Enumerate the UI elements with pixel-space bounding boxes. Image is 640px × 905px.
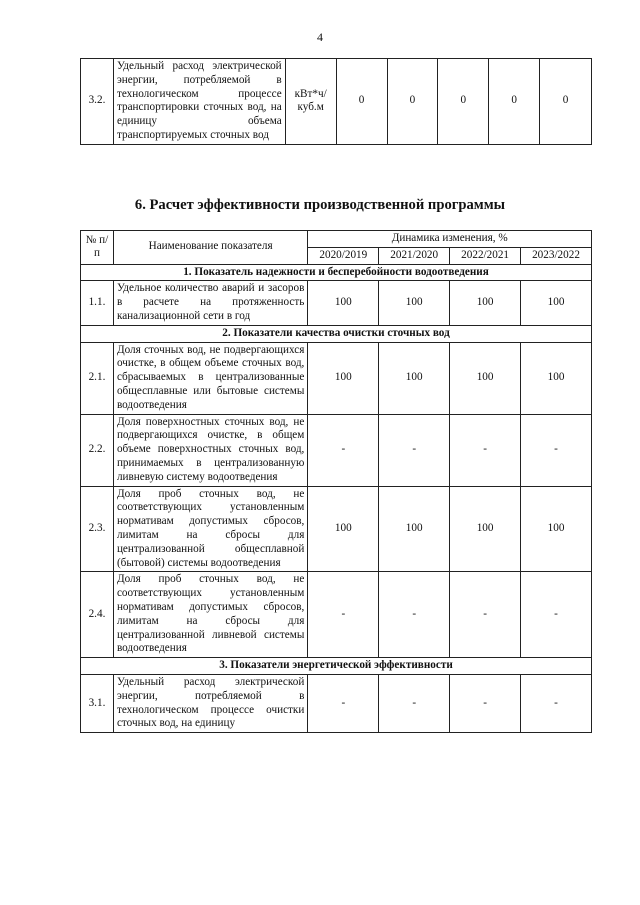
header-name: Наименование показателя bbox=[113, 231, 307, 265]
table-header-row bbox=[81, 231, 592, 248]
value-cell: 100 bbox=[379, 342, 450, 414]
row-number: 3.2. bbox=[81, 59, 114, 145]
value-cell: 0 bbox=[336, 59, 387, 145]
value-cell: - bbox=[521, 414, 592, 486]
value-cell: 100 bbox=[379, 486, 450, 572]
table-row bbox=[81, 59, 592, 145]
table-row bbox=[81, 572, 592, 658]
value-cell: 100 bbox=[379, 281, 450, 325]
value-cell: 100 bbox=[521, 281, 592, 325]
header-year: 2020/2019 bbox=[308, 247, 379, 264]
table-row bbox=[81, 342, 592, 414]
value-cell: 0 bbox=[387, 59, 438, 145]
value-cell: 100 bbox=[308, 342, 379, 414]
efficiency-table bbox=[80, 230, 592, 733]
value-cell: 100 bbox=[450, 281, 521, 325]
value-cell: 0 bbox=[489, 59, 540, 145]
indicator-name: Удельный расход электрической энергии, потребляемой в технологическом процессе транспортировки сточных вод, на единицу объема транспортируемых сточных вод bbox=[113, 59, 285, 145]
section-title: 1. Показатель надежности и бесперебойности водоотведения bbox=[81, 264, 592, 281]
section-heading: 6. Расчет эффективности производственной программы bbox=[134, 197, 506, 213]
header-dynamics: Динамика изменения, % bbox=[308, 231, 592, 248]
header-num: № п/п bbox=[81, 231, 114, 265]
indicator-name: Удельное количество аварий и засоров в расчете на протяженность канализационной сети в год bbox=[113, 281, 307, 325]
table-row bbox=[81, 674, 592, 732]
value-cell: 100 bbox=[308, 486, 379, 572]
section-row bbox=[81, 264, 592, 281]
table-row bbox=[81, 486, 592, 572]
header-year: 2023/2022 bbox=[521, 247, 592, 264]
value-cell: - bbox=[450, 674, 521, 732]
value-cell: - bbox=[379, 674, 450, 732]
value-cell: 100 bbox=[450, 486, 521, 572]
section-title: 3. Показатели энергетической эффективности bbox=[81, 658, 592, 675]
indicator-name: Удельный расход электрической энергии, потребляемой в технологическом процессе очистки сточных вод, на единицу bbox=[113, 674, 307, 732]
value-cell: - bbox=[521, 674, 592, 732]
value-cell: - bbox=[450, 414, 521, 486]
value-cell: 100 bbox=[521, 486, 592, 572]
indicator-name: Доля сточных вод, не подвергающихся очистке, в общем объеме сточных вод, сбрасываемых в централизованные общесплавные или бытовые системы водоотведения bbox=[113, 342, 307, 414]
continued-table bbox=[80, 58, 592, 145]
unit-cell: кВт*ч/ куб.м bbox=[285, 59, 336, 145]
value-cell: - bbox=[379, 572, 450, 658]
row-number: 1.1. bbox=[81, 281, 114, 325]
value-cell: 100 bbox=[521, 342, 592, 414]
section-row bbox=[81, 325, 592, 342]
value-cell: 100 bbox=[308, 281, 379, 325]
page-number: 4 bbox=[317, 30, 323, 44]
value-cell: - bbox=[308, 414, 379, 486]
header-year: 2021/2020 bbox=[379, 247, 450, 264]
table-row bbox=[81, 281, 592, 325]
value-cell: 100 bbox=[450, 342, 521, 414]
row-number: 3.1. bbox=[81, 674, 114, 732]
indicator-name: Доля проб сточных вод, не соответствующих установленным нормативам допустимых сбросов, лимитам на сбросы для централизованной ливневой системы водоотведения bbox=[113, 572, 307, 658]
indicator-name: Доля поверхностных сточных вод, не подвергающихся очистке, в общем объеме поверхностных сточных вод, принимаемых в централизованную ливневую систему водоотведения bbox=[113, 414, 307, 486]
value-cell: 0 bbox=[540, 59, 592, 145]
value-cell: - bbox=[379, 414, 450, 486]
row-number: 2.1. bbox=[81, 342, 114, 414]
value-cell: - bbox=[308, 572, 379, 658]
table-row bbox=[81, 414, 592, 486]
row-number: 2.2. bbox=[81, 414, 114, 486]
header-year: 2022/2021 bbox=[450, 247, 521, 264]
section-row bbox=[81, 658, 592, 675]
row-number: 2.4. bbox=[81, 572, 114, 658]
value-cell: - bbox=[308, 674, 379, 732]
row-number: 2.3. bbox=[81, 486, 114, 572]
section-title: 2. Показатели качества очистки сточных вод bbox=[81, 325, 592, 342]
value-cell: 0 bbox=[438, 59, 489, 145]
value-cell: - bbox=[450, 572, 521, 658]
value-cell: - bbox=[521, 572, 592, 658]
indicator-name: Доля проб сточных вод, не соответствующих установленным нормативам допустимых сбросов, лимитам на сбросы для централизованной общесплавной (бытовой) системы водоотведения bbox=[113, 486, 307, 572]
